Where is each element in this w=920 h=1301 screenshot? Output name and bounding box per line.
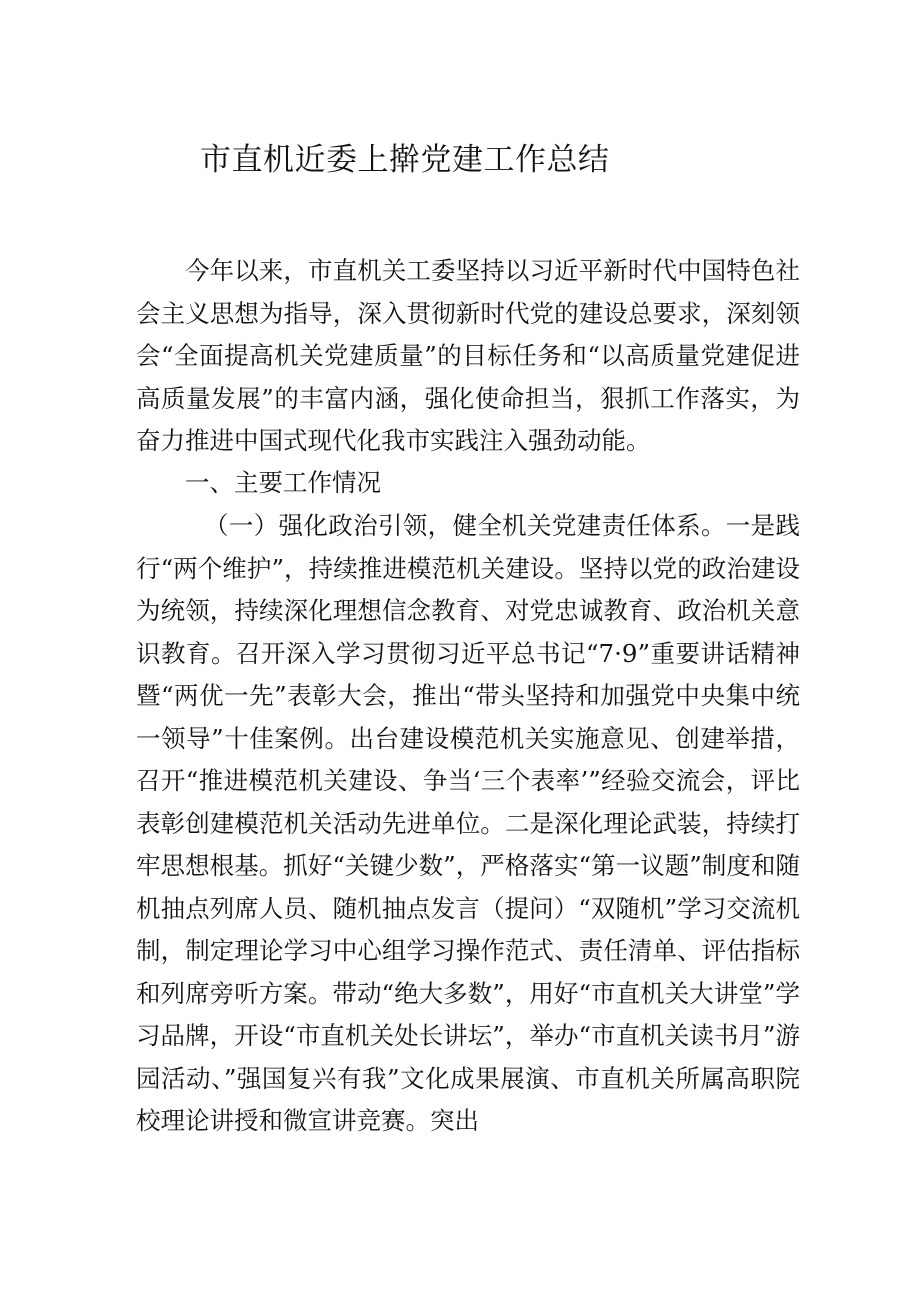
- section-paragraph: （一）强化政治引领，健全机关党建责任体系。一是践行“两个维护”，持续推进模范机关建设。坚持以党的政治建设为统领，持续深化理想信念教育、对党忠诚教育、政治机关意识教育。召开深入学习贯彻习近平总书记“7·9”重要讲话精神暨“两优一先”表彰大会，推出“带头坚持和加强党中央集中统一领导”十佳案例。出台建设模范机关实施意见、创建举措，召开“推进模范机关建设、争当‘三个表率’”经验交流会，评比表彰创建模范机关活动先进单位。二是深化理论武装，持续打牢思想根基。抓好“关键少数”，严格落实“第一议题”制度和随机抽点列席人员、随机抽点发言（提问）“双随机”学习交流机制，制定理论学习中心组学习操作范式、责任清单、评估指标和列席旁听方案。带动“绝大多数”，用好“市直机关大讲堂”学习品牌，开设“市直机关处长讲坛”，举办“市直机关读书月”游园活动、”强国复兴有我”文化成果展演、市直机关所属高职院校理论讲授和微宣讲竞赛。突出: [136, 511, 800, 1135]
- intro-paragraph: 今年以来，市直机关工委坚持以习近平新时代中国特色社会主义思想为指导，深入贯彻新时代党的建设总要求，深刻领会“全面提高机关党建质量”的目标任务和“以高质量党建促进高质量发展”的丰富内涵，强化使命担当，狠抓工作落实，为奋力推进中国式现代化我市实践注入强劲动能。: [136, 256, 800, 455]
- document-title: 市直机近委上擀党建工作总结: [200, 142, 610, 178]
- section-heading: 一、主要工作情况: [185, 468, 381, 497]
